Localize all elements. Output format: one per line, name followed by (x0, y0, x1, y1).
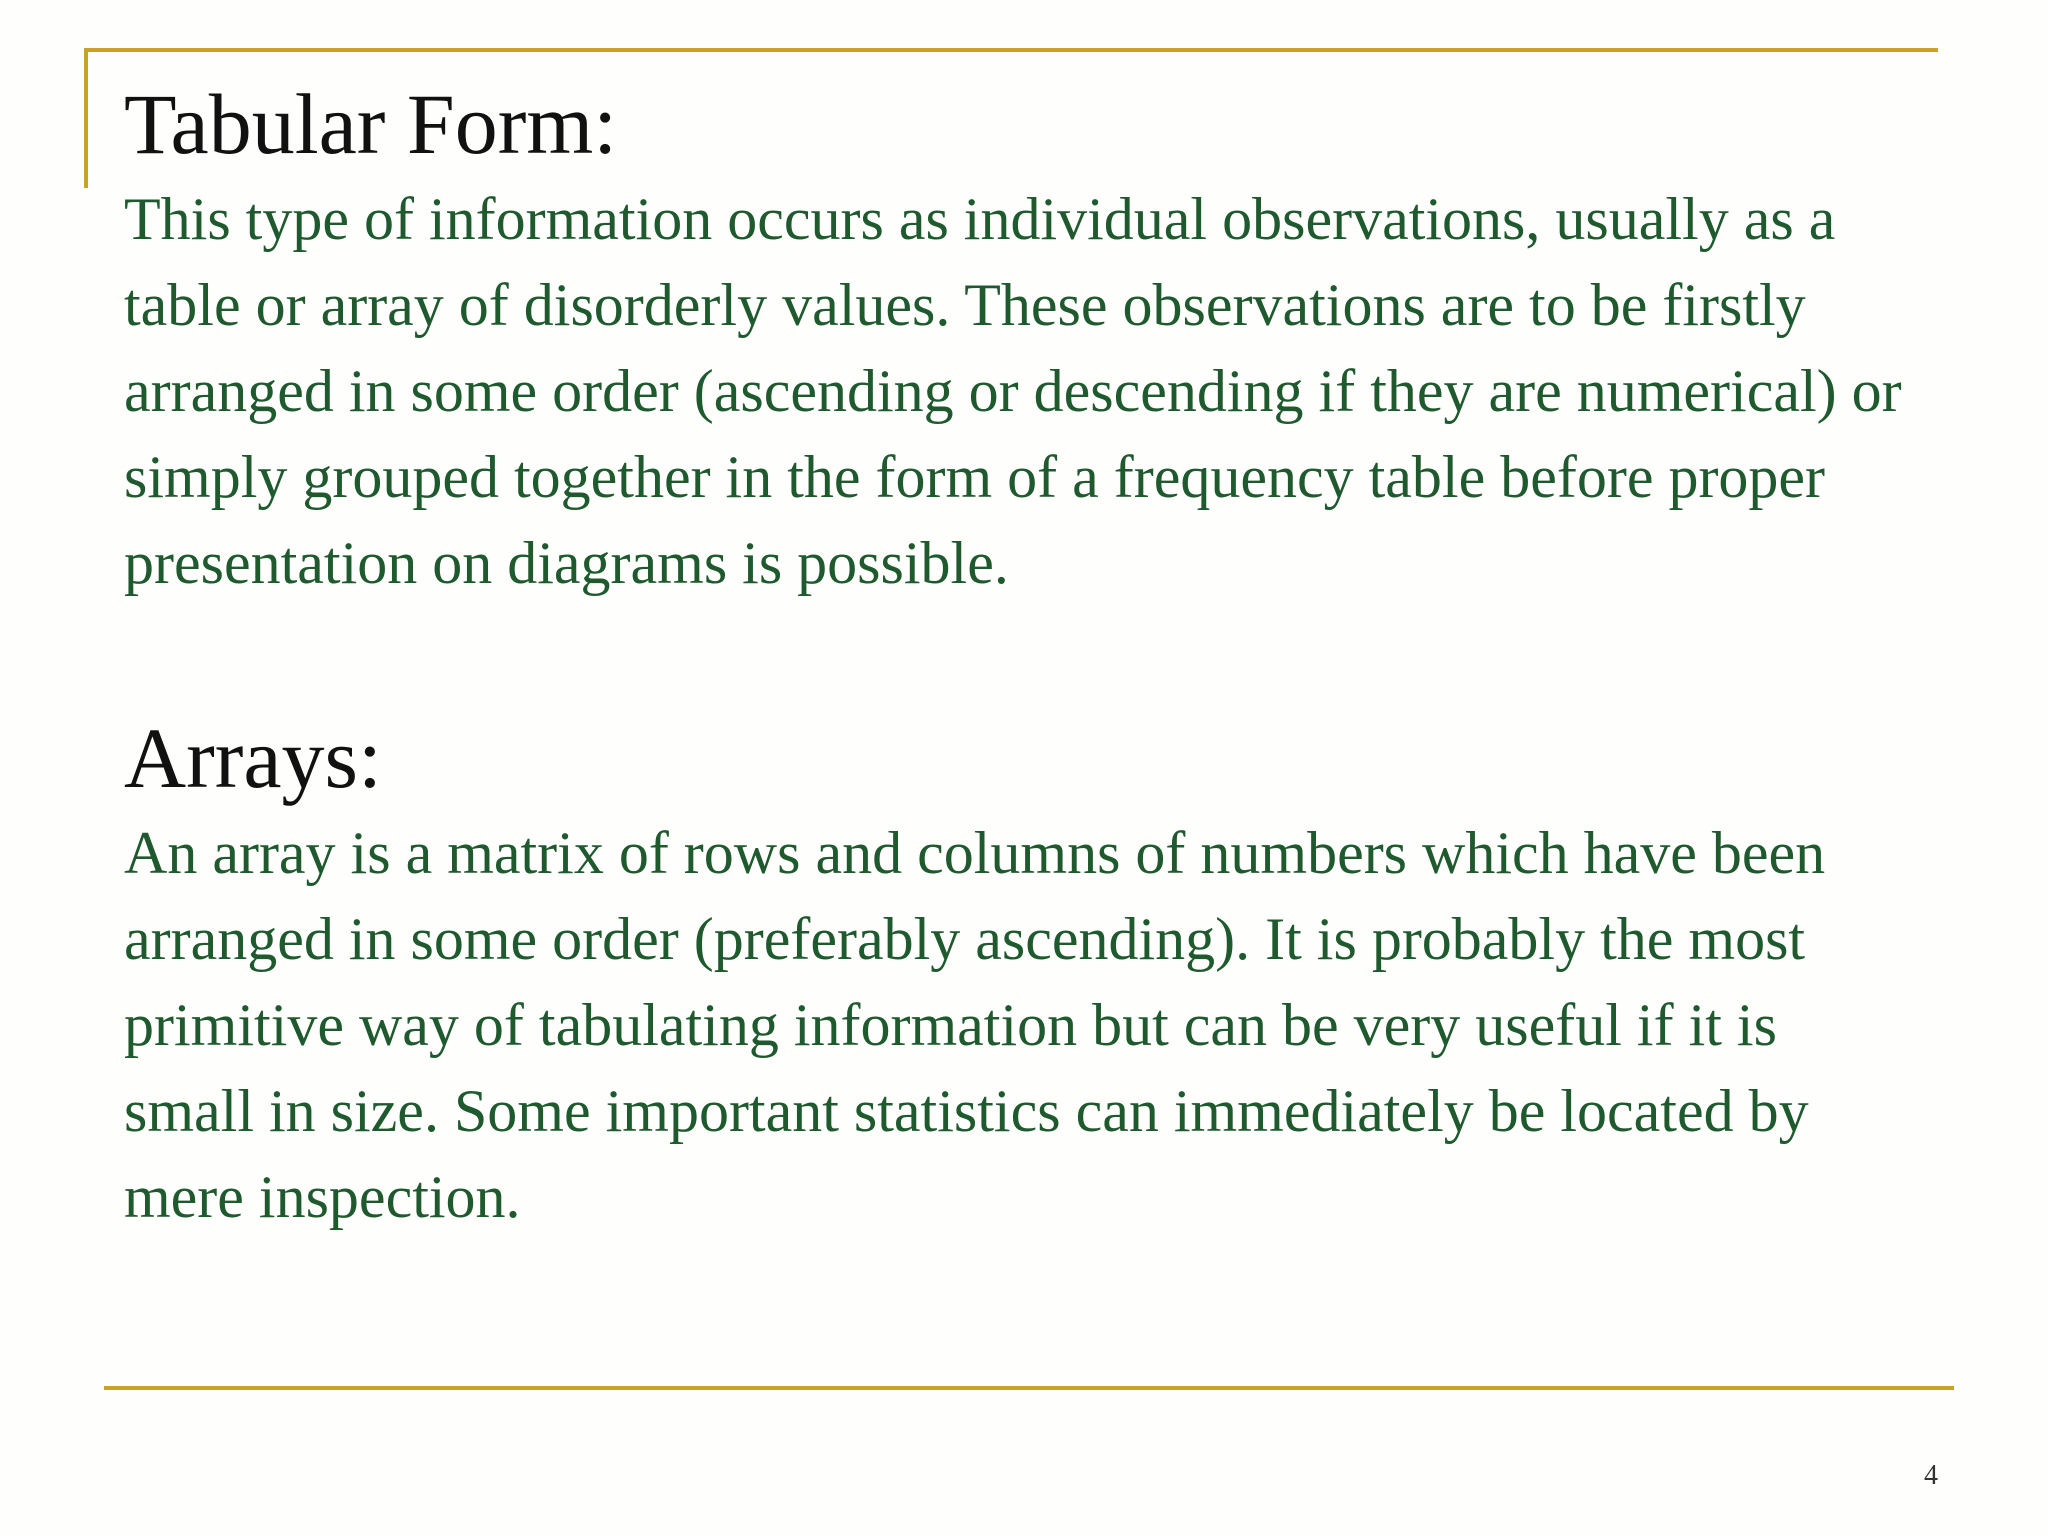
section-body: This type of information occurs as individual observations, usually as a table or array of disorderly values. These observations are to be firstly arranged in some order (ascending or descending if they are numerical) or simply grouped together in the form of a frequency table before proper presentation on diagrams is possible. (124, 186, 1902, 596)
left-rule (84, 48, 88, 188)
slide-content (124, 72, 1924, 1240)
page-number: 4 (1924, 1460, 1938, 1491)
section-heading: Arrays: (124, 710, 382, 806)
top-rule (84, 48, 1938, 52)
section-body: An array is a matrix of rows and columns of numbers which have been arranged in some order (preferably ascending). It is probably the most primitive way of tabulating information but can be very useful if it is small in size. Some important statistics can immediately be located by mere inspection. (124, 820, 1826, 1230)
section-tabular-form (124, 72, 1924, 606)
section-arrays (124, 706, 1924, 1240)
section-heading: Tabular Form: (124, 76, 618, 172)
bottom-rule (104, 1386, 1954, 1390)
